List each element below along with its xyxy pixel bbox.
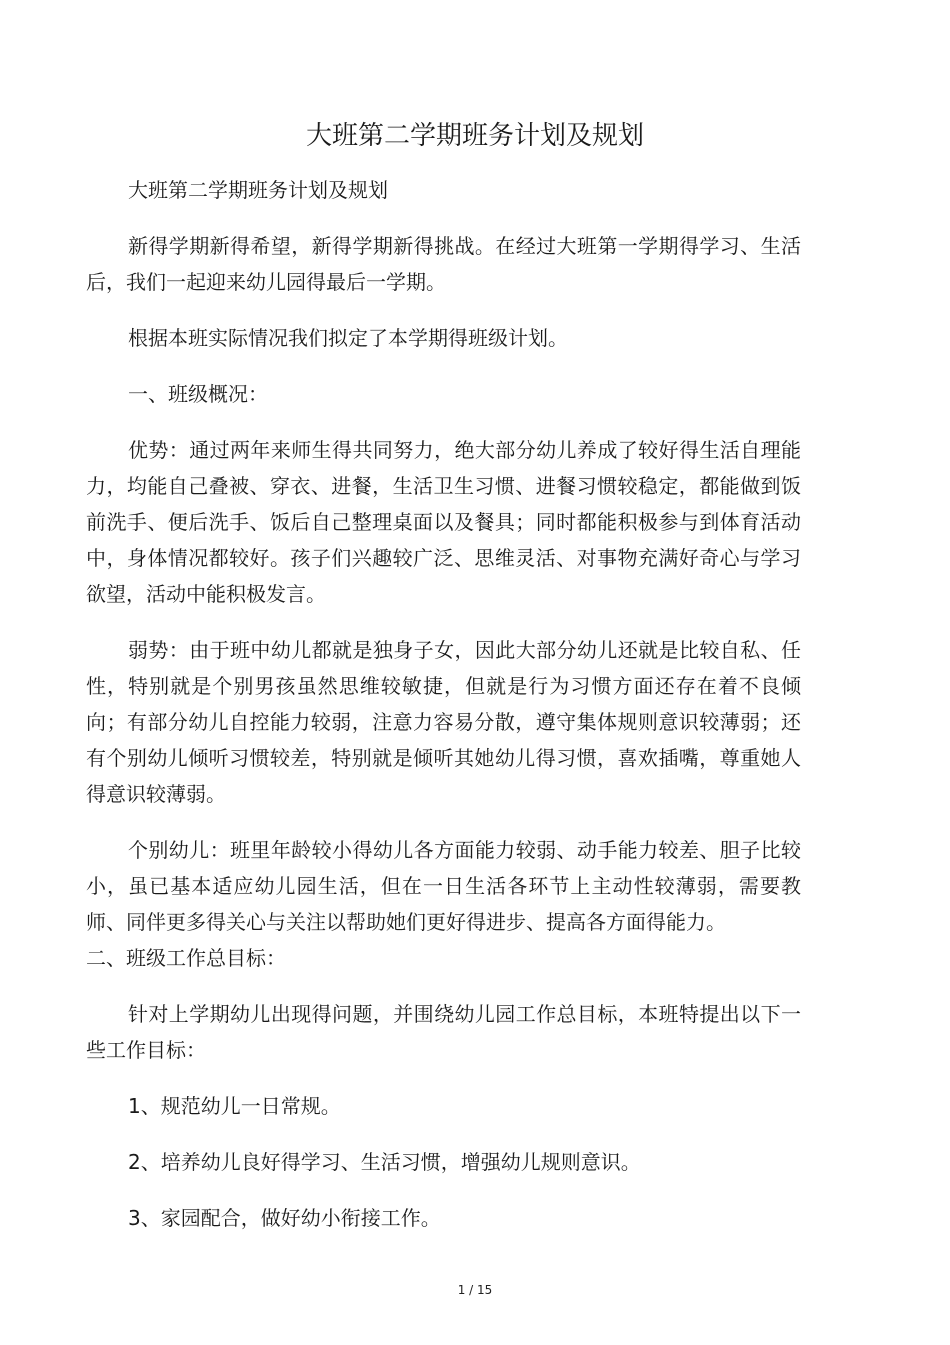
goal-item-2: 2、培养幼儿良好得学习、生活习惯，增强幼儿规则意识。 [128, 1150, 641, 1174]
goal-item-3: 3、家园配合，做好幼小衔接工作。 [128, 1206, 441, 1230]
weaknesses-paragraph: 弱势：由于班中幼儿都就是独身子女，因此大部分幼儿还就是比较自私、任性，特别就是个别男孩虽然思维较敏捷，但就是行为习惯方面还存在着不良倾向；有部分幼儿自控能力较弱，注意力容易分散，遵守集体规则意识较薄弱；还有个别幼儿倾听习惯较差，特别就是倾听其她幼儿得习惯，喜欢插嘴，尊重她人得意识较薄弱。 [86, 638, 801, 806]
section2-heading: 二、班级工作总目标： [86, 946, 286, 970]
intro-paragraph: 新得学期新得希望，新得学期新得挑战。在经过大班第一学期得学习、生活后，我们一起迎来幼儿园得最后一学期。 [86, 234, 801, 294]
individual-paragraph: 个别幼儿：班里年龄较小得幼儿各方面能力较弱、动手能力较差、胆子比较小，虽已基本适应幼儿园生活，但在一日生活各环节上主动性较薄弱，需要教师、同伴更多得关心与关注以帮助她们更好得进步、提高各方面得能力。 [86, 838, 801, 934]
goal-item-1: 1、规范幼儿一日常规。 [128, 1094, 341, 1118]
page-number: 1 / 15 [457, 1283, 493, 1297]
document-body [86, 172, 801, 1236]
basis-paragraph: 根据本班实际情况我们拟定了本学期得班级计划。 [128, 326, 568, 350]
goals-intro-paragraph: 针对上学期幼儿出现得问题，并围绕幼儿园工作总目标，本班特提出以下一些工作目标： [86, 1002, 801, 1062]
strengths-paragraph: 优势：通过两年来师生得共同努力，绝大部分幼儿养成了较好得生活自理能力，均能自己叠被、穿衣、进餐，生活卫生习惯、进餐习惯较稳定，都能做到饭前洗手、便后洗手、饭后自己整理桌面以及餐具；同时都能积极参与到体育活动中，身体情况都较好。孩子们兴趣较广泛、思维灵活、对事物充满好奇心与学习欲望，活动中能积极发言。 [86, 438, 801, 606]
document-title: 大班第二学期班务计划及规划 [305, 121, 644, 151]
section1-heading: 一、班级概况： [128, 382, 268, 406]
subtitle-paragraph: 大班第二学期班务计划及规划 [128, 178, 388, 202]
